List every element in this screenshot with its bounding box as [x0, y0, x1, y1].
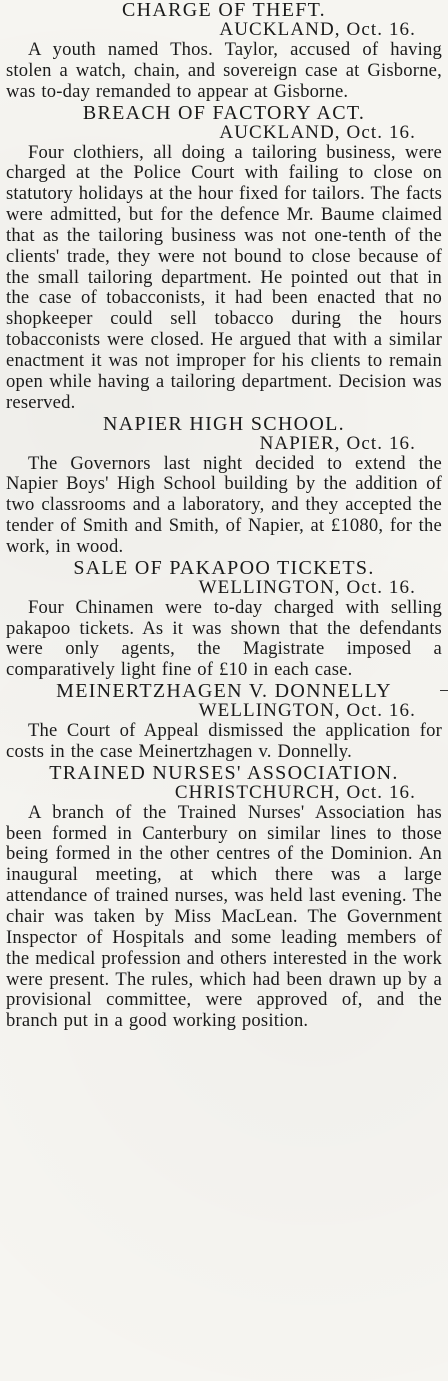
article-sale-of-pakapoo-tickets — [6, 558, 442, 681]
dateline: NAPIER, Oct. 16. — [259, 432, 416, 454]
article-body: The Court of Appeal dismissed the application for costs in the case Meinertzhagen v. Donnelly. — [6, 720, 442, 762]
article-napier-high-school — [6, 414, 442, 558]
article-breach-of-factory-act — [6, 103, 442, 414]
headline: SALE OF PAKAPOO TICKETS. — [73, 556, 375, 579]
dateline: WELLINGTON, Oct. 16. — [198, 700, 416, 722]
article-trained-nurses-association — [6, 763, 442, 1032]
dateline: AUCKLAND, Oct. 16. — [219, 121, 416, 143]
article-meinertzhagen-v-donnelly — [6, 681, 442, 763]
headline: MEINERTZHAGEN V. DONNELLY — [56, 680, 392, 703]
article-body: A youth named Thos. Taylor, accused of having stolen a watch, chain, and sovereign case at Gisborne, was to-day remanded to appear at Gisborne. — [6, 39, 442, 102]
dateline: CHRISTCHURCH, Oct. 16. — [174, 781, 416, 803]
dateline: AUCKLAND, Oct. 16. — [219, 19, 416, 40]
article-charge-of-theft — [6, 0, 442, 103]
headline: TRAINED NURSES' ASSOCIATION. — [49, 761, 399, 784]
article-body: Four clothiers, all doing a tailoring business, were charged at the Police Court with failing to close on statutory holidays at the hour fixed for tailors. The facts were admitted, but for the defence Mr. Baume claimed that as the tailoring business was not one-tenth of the clients' trade, they were not bound to close because of the small tailoring department. He pointed out that in the case of tobacconists, it had been enacted that no shopkeeper could sell tobacco during the hours tobacconists were closed. He argued that with a similar enactment it was not improper for his clients to remain open while having a tailoring department. Decision was reserved. — [6, 141, 442, 413]
article-body: Four Chinamen were to-day charged with selling pakapoo tickets. As it was shown that the defendants were only agents, the Magistrate imposed a comparatively light fine of £10 in each case. — [6, 596, 442, 681]
headline: BREACH OF FACTORY ACT. — [82, 101, 366, 124]
dateline: WELLINGTON, Oct. 16. — [198, 576, 416, 598]
column-rule-mark — [440, 690, 448, 691]
article-body: The Governors last night decided to extend the Napier Boys' High School building by the addition of two classrooms and a laboratory, and they accepted the tender of Smith and Smith, of Napier, at £1080, for the work, in wood. — [6, 452, 442, 557]
headline: NAPIER HIGH SCHOOL. — [103, 412, 345, 435]
article-body: A branch of the Trained Nurses' Association has been formed in Canterbury on similar lines to those being formed in the other centres of the Dominion. An inaugural meeting, at which there was a large attendance of trained nurses, was held last evening. The chair was taken by Miss MacLean. The Government Inspector of Hospitals and some leading members of the medical profession and others interested in the work were present. The rules, which had been drawn up by a provisional committee, were approved of, and the branch put in a good working position. — [6, 801, 442, 1032]
headline: CHARGE OF THEFT. — [122, 0, 326, 21]
